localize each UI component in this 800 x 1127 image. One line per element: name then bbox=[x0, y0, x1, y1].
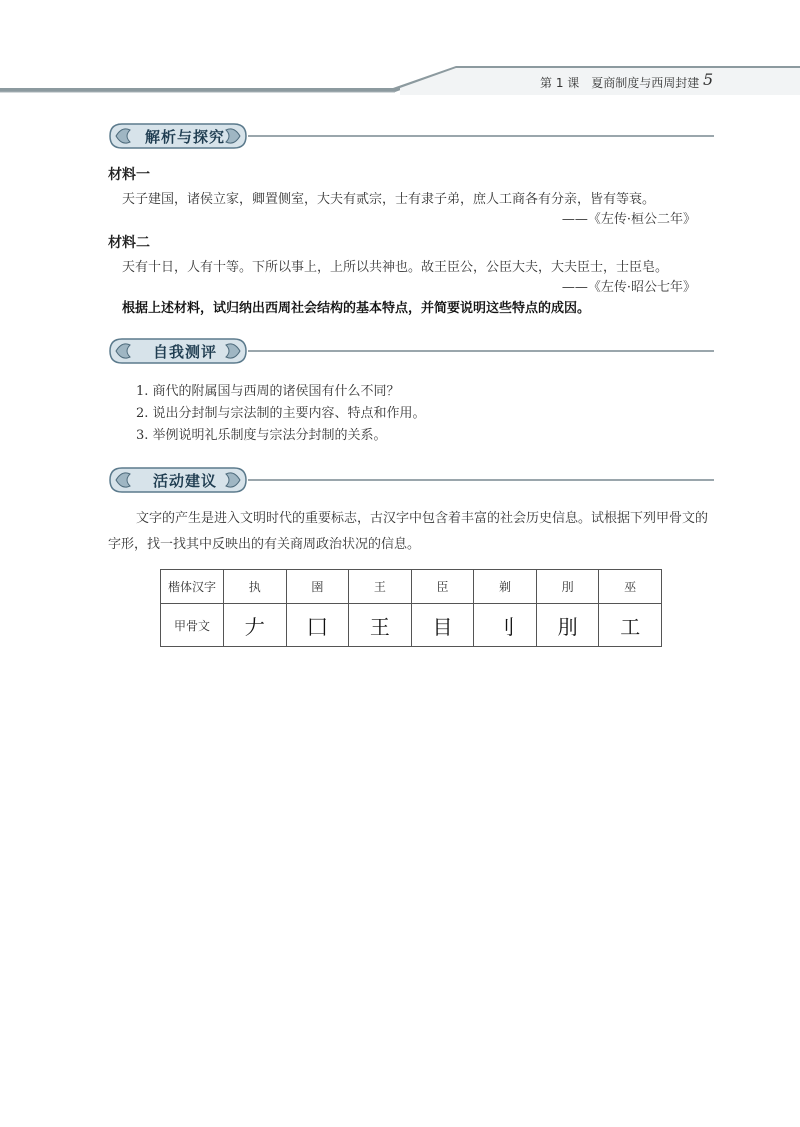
section-rule bbox=[248, 479, 714, 481]
oracle-glyph-icon: 刂 bbox=[495, 614, 516, 639]
table-cell bbox=[411, 604, 474, 647]
self-test-item: 2. 说出分封制与宗法制的主要内容、特点和作用。 bbox=[136, 406, 426, 421]
page-number: 5 bbox=[703, 70, 714, 89]
table-cell: 圉 bbox=[286, 570, 349, 604]
table-cell bbox=[224, 604, 287, 647]
oracle-glyph-icon: 囗 bbox=[307, 614, 328, 639]
material-one-text: 天子建国，诸侯立家，卿置侧室，大夫有贰宗，士有隶子弟，庶人工商各有分亲，皆有等衰。 bbox=[122, 192, 656, 207]
table-row bbox=[161, 570, 662, 604]
material-two-source: ——《左传·昭公七年》 bbox=[561, 280, 696, 295]
table-cell: 刖 bbox=[536, 570, 599, 604]
section-rule bbox=[248, 135, 714, 137]
section-heading-self-test bbox=[108, 337, 714, 365]
self-test-item: 3. 举例说明礼乐制度与宗法分封制的关系。 bbox=[136, 428, 387, 443]
section-rule bbox=[248, 350, 714, 352]
table-cell: 臣 bbox=[411, 570, 474, 604]
table-cell bbox=[599, 604, 662, 647]
activity-text: 文字的产生是进入文明时代的重要标志，古汉字中包含着丰富的社会历史信息。试根据下列甲骨文的字形，找一找其中反映出的有关商周政治状况的信息。 bbox=[108, 511, 709, 552]
section-heading-activity bbox=[108, 466, 714, 494]
oracle-glyph-icon: 刖 bbox=[557, 614, 578, 639]
material-one-label: 材料一 bbox=[108, 167, 150, 183]
section-title: 解析与探究 bbox=[144, 128, 225, 146]
table-row bbox=[161, 604, 662, 647]
self-test-item: 1. 商代的附属国与西周的诸侯国有什么不同？ bbox=[136, 384, 400, 399]
table-header-cell: 楷体汉字 bbox=[161, 570, 224, 604]
table-cell bbox=[349, 604, 412, 647]
table-header-cell: 甲骨文 bbox=[161, 604, 224, 647]
material-two-label: 材料二 bbox=[108, 235, 150, 251]
table-cell bbox=[474, 604, 537, 647]
section-heading-analysis bbox=[108, 122, 714, 150]
oracle-glyph-icon: 工 bbox=[620, 614, 641, 639]
table-cell bbox=[536, 604, 599, 647]
table-cell: 巫 bbox=[599, 570, 662, 604]
material-two-text: 天有十日，人有十等。下所以事上，上所以共神也。故王臣公，公臣大夫，大夫臣士，士臣皂。 bbox=[122, 260, 669, 275]
material-one-source: ——《左传·桓公二年》 bbox=[561, 212, 696, 227]
table-cell: 执 bbox=[224, 570, 287, 604]
table-cell bbox=[286, 604, 349, 647]
oracle-glyph-icon: 目 bbox=[432, 614, 453, 639]
oracle-glyph-icon: 王 bbox=[369, 614, 390, 639]
analysis-question: 根据上述材料，试归纳出西周社会结构的基本特点，并简要说明这些特点的成因。 bbox=[122, 301, 591, 316]
section-title: 自我测评 bbox=[152, 343, 217, 361]
table-cell: 剃 bbox=[474, 570, 537, 604]
oracle-bone-table bbox=[160, 569, 662, 647]
section-title: 活动建议 bbox=[152, 472, 217, 490]
lesson-title: 第 1 课 夏商制度与西周封建 bbox=[540, 76, 700, 90]
table-cell: 王 bbox=[349, 570, 412, 604]
oracle-glyph-icon: 𠂇 bbox=[244, 614, 265, 639]
